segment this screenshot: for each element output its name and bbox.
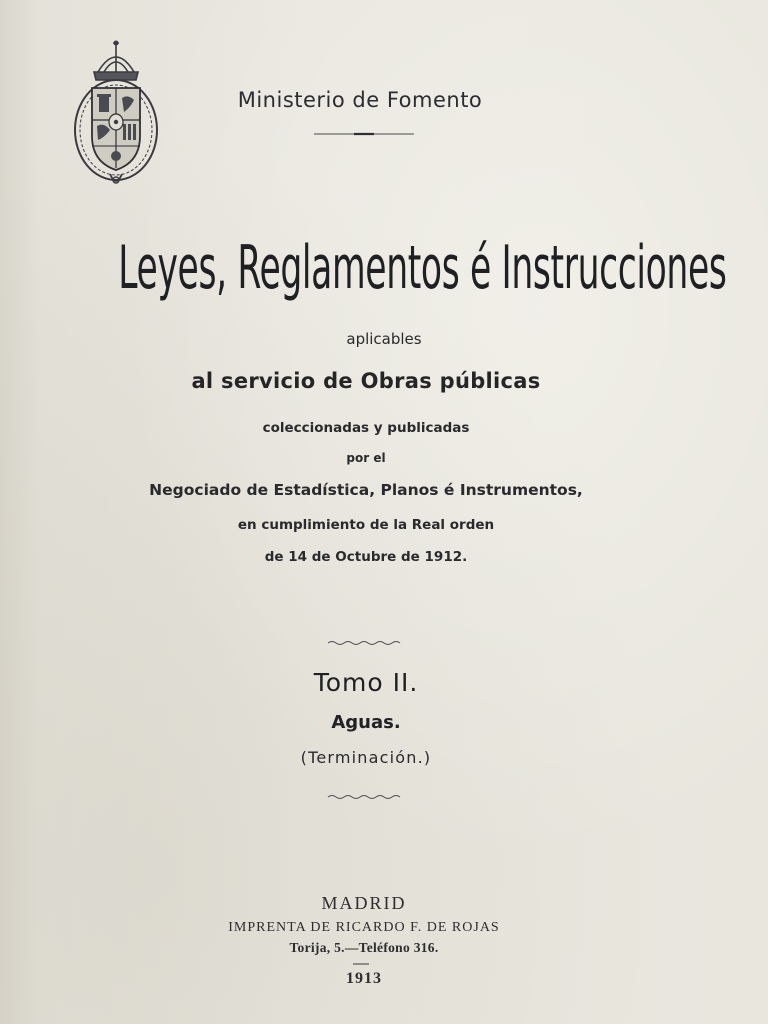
royal-coat-of-arms-icon bbox=[70, 38, 162, 188]
main-title-text: Leyes, Reglamentos é Instrucciones bbox=[118, 233, 727, 303]
volume-note: (Terminación.) bbox=[300, 748, 432, 767]
by-line: por el bbox=[346, 451, 386, 465]
imprint-printer: IMPRENTA DE RICARDO F. DE ROJAS bbox=[228, 920, 500, 935]
volume-subject: Aguas. bbox=[331, 712, 401, 733]
imprint-city: MADRID bbox=[321, 893, 407, 913]
imprint-address: Torija, 5.—Teléfono 316. bbox=[289, 940, 439, 955]
ornament-rule-bottom bbox=[326, 792, 402, 802]
office-line: Negociado de Estadística, Planos é Instrumentos, bbox=[149, 481, 583, 499]
collected-line: coleccionadas y publicadas bbox=[262, 420, 470, 436]
date-line: de 14 de Octubre de 1912. bbox=[264, 549, 468, 565]
imprint-year: 1913 bbox=[346, 970, 382, 987]
service-line: al servicio de Obras públicas bbox=[191, 369, 541, 393]
year-dash bbox=[351, 962, 371, 966]
compliance-line: en cumplimiento de la Real orden bbox=[237, 517, 495, 533]
applicable-line: aplicables bbox=[346, 330, 422, 348]
ornament-rule-top bbox=[326, 638, 402, 648]
ministry-heading: Ministerio de Fomento bbox=[237, 88, 483, 112]
volume-number: Tomo II. bbox=[313, 668, 419, 697]
ministry-rule bbox=[312, 130, 416, 138]
main-title bbox=[0, 228, 734, 308]
